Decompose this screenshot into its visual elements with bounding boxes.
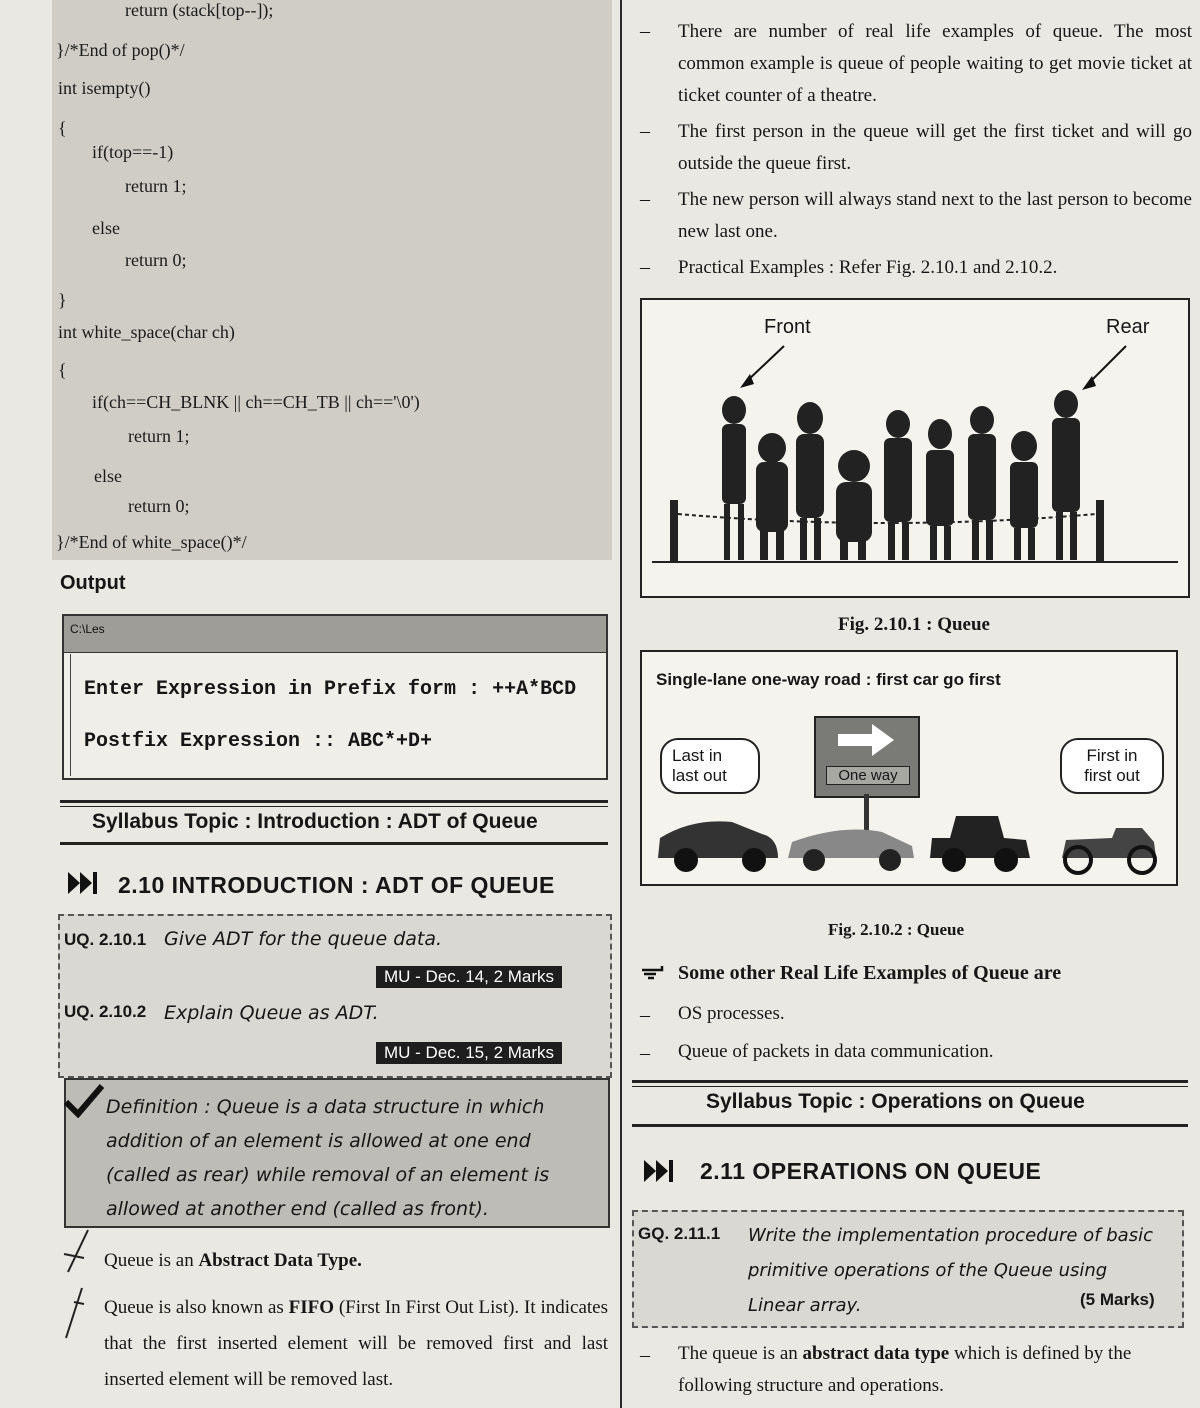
- section-title: 2.10 INTRODUCTION : ADT OF QUEUE: [118, 872, 555, 898]
- example-item: OS processes.: [678, 1003, 785, 1024]
- figure-title: Single-lane one-way road : first car go first: [656, 670, 1001, 689]
- dash: –: [640, 1344, 650, 1366]
- check-icon: [64, 1084, 104, 1123]
- definition-text: Definition : Queue is a data structure in which addition of an element is allowed at one end (called as rear) while removal of an element is allowed at another end (called as front).: [106, 1096, 550, 1220]
- example-item: Queue of packets in data communication.: [678, 1041, 994, 1062]
- figure-caption: Fig. 2.10.1 : Queue: [838, 614, 990, 635]
- first-in-first-out-label: First in first out: [1060, 738, 1164, 794]
- console-title: C:\Les: [70, 622, 105, 636]
- dash: –: [640, 120, 650, 142]
- question-text: Explain Queue as ADT.: [164, 1002, 379, 1024]
- one-way-road-figure: [640, 650, 1178, 886]
- question-text: Write the implementation procedure of basic primitive operations of the Queue using Linear array.: [748, 1225, 1153, 1316]
- dash: –: [640, 1004, 650, 1026]
- question-label: GQ. 2.11.1: [638, 1224, 721, 1243]
- code-line: }: [58, 290, 67, 310]
- queue-people-illustration: [642, 300, 1188, 596]
- syllabus-topic: Syllabus Topic : Introduction : ADT of Queue: [92, 810, 538, 833]
- console-titlebar: [64, 616, 606, 653]
- code-line: return 1;: [128, 426, 190, 446]
- question-marks: (5 Marks): [1080, 1290, 1155, 1309]
- code-line: {: [58, 360, 67, 380]
- code-line: if(top==-1): [92, 142, 174, 162]
- last-in-last-out-label: Last in last out: [660, 738, 760, 794]
- question-label: UQ. 2.10.1: [64, 930, 147, 949]
- rule: [632, 1086, 1188, 1087]
- rule: [60, 842, 608, 845]
- code-line: int isempty(): [58, 78, 151, 98]
- bullet-text: Practical Examples : Refer Fig. 2.10.1 and 2.10.2.: [678, 257, 1058, 278]
- marks-badge: MU - Dec. 15, 2 Marks: [376, 1042, 562, 1064]
- code-line: }/*End of white_space()*/: [56, 532, 247, 552]
- rule: [632, 1124, 1188, 1127]
- rule: [632, 1080, 1188, 1083]
- rule: [60, 806, 608, 807]
- console-line: Postfix Expression :: ABC*+D+: [84, 730, 433, 753]
- dash: –: [640, 188, 650, 210]
- question-label: UQ. 2.10.2: [64, 1002, 147, 1021]
- one-way-sign-text: One way: [826, 766, 910, 785]
- code-line: if(ch==CH_BLNK || ch==CH_TB || ch=='\0'): [92, 392, 420, 412]
- definition-box: [64, 1078, 610, 1228]
- section-title: 2.11 OPERATIONS ON QUEUE: [700, 1158, 1042, 1184]
- syllabus-topic: Syllabus Topic : Operations on Queue: [706, 1090, 1085, 1113]
- code-line: int white_space(char ch): [58, 322, 235, 342]
- marks-badge: MU - Dec. 14, 2 Marks: [376, 966, 562, 988]
- rule: [60, 800, 608, 803]
- code-line: {: [58, 118, 67, 138]
- point-text: Queue is also known as FIFO (First In First Out List). It indicates that the first inserted element will be removed first and last inserted element will be removed last.: [104, 1297, 608, 1390]
- cars-illustration: [642, 652, 1176, 884]
- code-line: return 1;: [125, 176, 187, 196]
- console-window: [62, 614, 608, 780]
- fast-forward-icon: [644, 1160, 674, 1187]
- dash: –: [640, 20, 650, 42]
- queue-people-figure: [640, 298, 1190, 598]
- bullet-text: The first person in the queue will get the first ticket and will go outside the queue first.: [678, 121, 1192, 174]
- figure-caption: Fig. 2.10.2 : Queue: [828, 920, 964, 939]
- dash: –: [640, 1042, 650, 1064]
- code-line: }/*End of pop()*/: [56, 40, 185, 60]
- other-examples-heading: Some other Real Life Examples of Queue are: [678, 962, 1062, 984]
- code-line: return (stack[top--]);: [125, 0, 274, 20]
- bullet-text: The queue is an abstract data type which is defined by the following structure and operations.: [678, 1343, 1132, 1396]
- pointing-hand-icon: [640, 962, 668, 985]
- pen-mark-icon: [60, 1228, 92, 1383]
- fast-forward-icon: [68, 872, 98, 899]
- front-label: Front: [764, 316, 811, 338]
- bullet-text: There are number of real life examples of queue. The most common example is queue of people waiting to get movie ticket at ticket counter of a theatre.: [678, 21, 1192, 106]
- rear-label: Rear: [1106, 316, 1150, 338]
- console-line: Enter Expression in Prefix form : ++A*BCD: [84, 678, 577, 701]
- bullet-text: The new person will always stand next to the last person to become new last one.: [678, 189, 1192, 242]
- question-text: Give ADT for the queue data.: [164, 928, 443, 950]
- code-line: return 0;: [125, 250, 187, 270]
- output-heading: Output: [60, 572, 126, 594]
- code-line: else: [92, 218, 120, 238]
- dash: –: [640, 256, 650, 278]
- point-text: Queue is an Abstract Data Type.: [104, 1250, 362, 1271]
- code-line: else: [94, 466, 122, 486]
- column-divider: [620, 0, 622, 1408]
- code-line: return 0;: [128, 496, 190, 516]
